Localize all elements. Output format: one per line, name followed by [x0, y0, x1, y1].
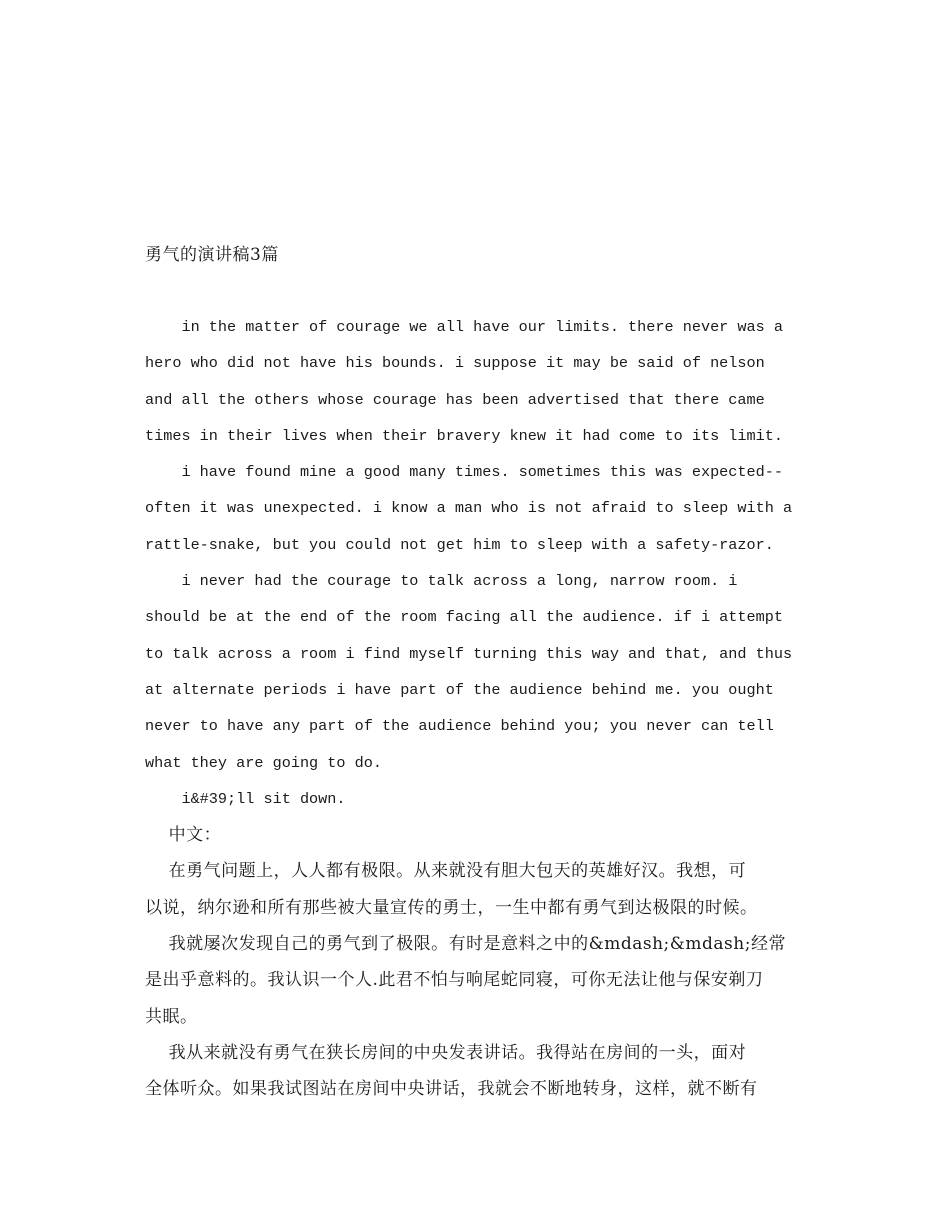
text-line: and all the others whose courage has been advertised that there came	[145, 390, 765, 409]
paragraph-zh-heading	[145, 817, 815, 853]
text-line: 我就屡次发现自己的勇气到了极限。有时是意料之中的&mdash;&mdash;经常	[145, 934, 786, 955]
text-line: 我从来就没有勇气在狭长房间的中央发表讲话。我得站在房间的一头，面对	[145, 1042, 747, 1063]
text-line: 共眠。	[145, 1006, 198, 1027]
text-line: rattle-snake, but you could not get him to sleep with a safety-razor.	[145, 535, 774, 554]
text-line: what they are going to do.	[145, 753, 382, 772]
text-line: 在勇气问题上，人人都有极限。从来就没有胆大包天的英雄好汉。我想，可	[145, 861, 747, 882]
text-line: i never had the courage to talk across a long, narrow room. i	[145, 572, 738, 591]
text-line: never to have any part of the audience behind you; you never can tell	[145, 717, 774, 736]
paragraph-zh-1	[145, 853, 815, 926]
text-line: 以说，纳尔逊和所有那些被大量宣传的勇士，一生中都有勇气到达极限的时候。	[145, 897, 758, 918]
paragraph-en-3	[145, 563, 815, 781]
text-line: often it was unexpected. i know a man who is not afraid to sleep with a	[145, 499, 793, 518]
paragraph-zh-3	[145, 1035, 815, 1108]
text-line: to talk across a room i find myself turning this way and that, and thus	[145, 644, 793, 663]
text-line: 是出乎意料的。我认识一个人.此君不怕与响尾蛇同寝，可你无法让他与保安剃刀	[145, 970, 764, 991]
document-title: 勇气的演讲稿3篇	[145, 245, 279, 265]
document-body	[145, 309, 815, 1108]
text-line: i have found mine a good many times. sometimes this was expected--	[145, 463, 783, 482]
text-line: in the matter of courage we all have our limits. there never was a	[145, 318, 783, 336]
text-line: hero who did not have his bounds. i suppose it may be said of nelson	[145, 354, 765, 373]
paragraph-en-1	[145, 309, 815, 454]
text-line: 中文：	[145, 825, 222, 846]
paragraph-en-4	[145, 781, 815, 817]
paragraph-en-2	[145, 454, 815, 563]
text-line: at alternate periods i have part of the audience behind me. you ought	[145, 680, 774, 699]
paragraph-zh-2	[145, 926, 815, 1035]
text-line: should be at the end of the room facing all the audience. if i attempt	[145, 608, 783, 627]
text-line: times in their lives when their bravery knew it had come to its limit.	[145, 426, 783, 445]
text-line: 全体听众。如果我试图站在房间中央讲话，我就会不断地转身，这样，就不断有	[145, 1079, 758, 1100]
text-line: i&#39;ll sit down.	[145, 789, 346, 808]
